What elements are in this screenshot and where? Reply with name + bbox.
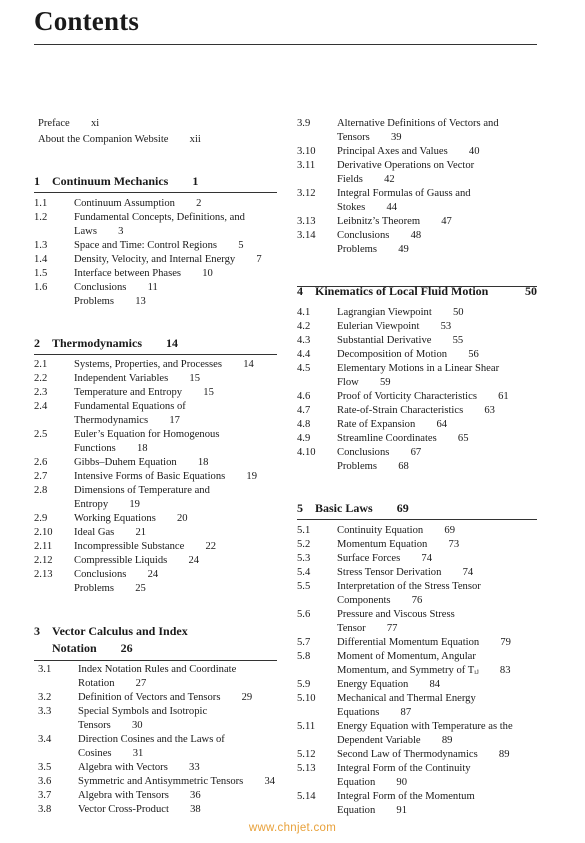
section-number: 5.3: [297, 553, 311, 564]
section-number: 2.10: [34, 527, 53, 538]
section-title-line: Momentum, and Symmetry of Tᵢⱼ 83: [337, 665, 511, 676]
section-title-line: Direction Cosines and the Laws of: [78, 734, 225, 745]
section-title-line: Fundamental Concepts, Definitions, and: [74, 212, 245, 223]
section-number: 2.9: [34, 513, 48, 524]
section-title-line: Conclusions 67: [337, 447, 422, 458]
section-number: 2.3: [34, 387, 48, 398]
section-number: 3.11: [297, 160, 316, 171]
chapter-heading-2[interactable]: 2 Thermodynamics 14: [34, 335, 277, 355]
section-number: 4.2: [297, 321, 311, 332]
section-title-line: Incompressible Substance 22: [74, 541, 217, 552]
section-number: 2.8: [34, 485, 48, 496]
section-number: 4.6: [297, 391, 311, 402]
section-title-line: Stress Tensor Derivation 74: [337, 567, 474, 578]
section-number: 4.8: [297, 419, 311, 430]
section-number: 2.13: [34, 569, 53, 580]
section-number: 5.8: [297, 651, 311, 662]
section-title-line: Substantial Derivative 55: [337, 335, 464, 346]
section-number: 5.11: [297, 721, 316, 732]
section-title-line: Integral Form of the Continuity: [337, 763, 471, 774]
section-number: 3.4: [38, 734, 52, 745]
section-title-line: Entropy 19: [74, 499, 140, 510]
section-number: 4.9: [297, 433, 311, 444]
section-title-line: Interface between Phases 10: [74, 268, 213, 279]
section-title-line: Special Symbols and Isotropic: [78, 706, 208, 717]
section-number: 4.1: [297, 307, 311, 318]
section-number: 5.4: [297, 567, 311, 578]
section-number: 2.1: [34, 359, 48, 370]
chapter-heading-3[interactable]: 3 Vector Calculus and Index Notation 26: [34, 623, 277, 661]
section-title-line: Tensor 77: [337, 623, 398, 634]
section-title-line: Dependent Variable 89: [337, 735, 453, 746]
section-title-line: Equation 91: [337, 805, 408, 816]
section-title-line: Laws 3: [74, 226, 124, 237]
section-title-line: Momentum Equation 73: [337, 539, 460, 550]
section-title-line: Integral Form of the Momentum: [337, 791, 475, 802]
section-title-line: Rate-of-Strain Characteristics 63: [337, 405, 495, 416]
watermark-text: www.chnjet.com: [248, 822, 337, 834]
section-title-line: Decomposition of Motion 56: [337, 349, 479, 360]
section-title-line: Second Law of Thermodynamics 89: [337, 749, 510, 760]
section-title-line: Derivative Operations on Vector: [337, 160, 475, 171]
section-number: 3.10: [297, 146, 316, 157]
section-number: 3.9: [297, 118, 311, 129]
section-title-line: Independent Variables 15: [74, 373, 201, 384]
section-number: 3.14: [297, 230, 316, 241]
section-title-line: Tensors 39: [337, 132, 402, 143]
section-title-line: Pressure and Viscous Stress: [337, 609, 455, 620]
section-title-line: Rotation 27: [78, 678, 147, 689]
section-number: 3.1: [38, 664, 52, 675]
section-title-line: Functions 18: [74, 443, 148, 454]
section-title-line: Leibnitz’s Theorem 47: [337, 216, 452, 227]
section-title-line: Differential Momentum Equation 79: [337, 637, 511, 648]
section-title-line: Definition of Vectors and Tensors 29: [78, 692, 253, 703]
section-title-line: Mechanical and Thermal Energy: [337, 693, 476, 704]
section-title-line: Temperature and Entropy 15: [74, 387, 214, 398]
section-title-line: Conclusions 48: [337, 230, 422, 241]
section-number: 5.14: [297, 791, 316, 802]
section-number: 2.6: [34, 457, 48, 468]
section-title-line: Fundamental Equations of: [74, 401, 186, 412]
section-number: 5.9: [297, 679, 311, 690]
section-title-line: Problems 68: [337, 461, 409, 472]
toc-preface[interactable]: Preface xi: [38, 118, 100, 129]
section-title-line: Algebra with Vectors 33: [78, 762, 200, 773]
section-title-line: Rate of Expansion 64: [337, 419, 448, 430]
section-number: 4.3: [297, 335, 311, 346]
section-number: 3.2: [38, 692, 52, 703]
section-number: 4.5: [297, 363, 311, 374]
section-number: 1.2: [34, 212, 48, 223]
section-number: 5.10: [297, 693, 316, 704]
chapter-heading-1[interactable]: 1 Continuum Mechanics 1: [34, 173, 277, 193]
section-number: 2.5: [34, 429, 48, 440]
section-title-line: Eulerian Viewpoint 53: [337, 321, 452, 332]
section-title-line: Density, Velocity, and Internal Energy 7: [74, 254, 262, 265]
section-number: 2.11: [34, 541, 53, 552]
section-title-line: Elementary Motions in a Linear Shear: [337, 363, 500, 374]
section-title-line: Energy Equation 84: [337, 679, 441, 690]
chapter-heading-5[interactable]: 5 Basic Laws 69: [297, 500, 537, 520]
section-number: 3.3: [38, 706, 52, 717]
section-title-line: Moment of Momentum, Angular: [337, 651, 476, 662]
title-rule: [34, 44, 537, 45]
section-title-line: Surface Forces 74: [337, 553, 433, 564]
section-number: 1.6: [34, 282, 48, 293]
section-number: 5.5: [297, 581, 311, 592]
section-number: 5.2: [297, 539, 311, 550]
section-title-line: Problems 13: [74, 296, 146, 307]
section-title-line: Vector Cross-Product 38: [78, 804, 201, 815]
toc-companion-website[interactable]: About the Companion Website xii: [38, 134, 201, 145]
section-title-line: Gibbs–Duhem Equation 18: [74, 457, 209, 468]
section-title-line: Streamline Coordinates 65: [337, 433, 469, 444]
section-title-line: Integral Formulas of Gauss and: [337, 188, 471, 199]
section-title-line: Conclusions 24: [74, 569, 159, 580]
section-number: 2.4: [34, 401, 48, 412]
section-number: 3.13: [297, 216, 316, 227]
section-title-line: Equations 87: [337, 707, 412, 718]
section-number: 1.1: [34, 198, 48, 209]
section-title-line: Thermodynamics 17: [74, 415, 180, 426]
section-number: 4.7: [297, 405, 311, 416]
section-number: 1.4: [34, 254, 48, 265]
section-number: 5.13: [297, 763, 316, 774]
section-title-line: Problems 25: [74, 583, 146, 594]
section-title-line: Equation 90: [337, 777, 408, 788]
section-title-line: Energy Equation with Temperature as the: [337, 721, 513, 732]
section-title-line: Dimensions of Temperature and: [74, 485, 210, 496]
section-number: 1.5: [34, 268, 48, 279]
section-title-line: Space and Time: Control Regions 5: [74, 240, 244, 251]
section-title-line: Euler’s Equation for Homogenous: [74, 429, 220, 440]
section-title-line: Problems 49: [337, 244, 409, 255]
chapter-heading-4[interactable]: 4 Kinematics of Local Fluid Motion 50: [297, 284, 537, 298]
section-title-line: Systems, Properties, and Processes 14: [74, 359, 254, 370]
section-title-line: Index Notation Rules and Coordinate: [78, 664, 237, 675]
section-title-line: Cosines 31: [78, 748, 144, 759]
section-number: 1.3: [34, 240, 48, 251]
section-title-line: Components 76: [337, 595, 423, 606]
section-number: 4.10: [297, 447, 316, 458]
section-number: 5.1: [297, 525, 311, 536]
section-title-line: Tensors 30: [78, 720, 143, 731]
section-number: 5.7: [297, 637, 311, 648]
section-title-line: Compressible Liquids 24: [74, 555, 200, 566]
section-title-line: Interpretation of the Stress Tensor: [337, 581, 481, 592]
section-number: 3.6: [38, 776, 52, 787]
section-title-line: Fields 42: [337, 174, 395, 185]
section-number: 5.12: [297, 749, 316, 760]
section-title-line: Working Equations 20: [74, 513, 188, 524]
section-number: 3.8: [38, 804, 52, 815]
section-title-line: Flow 59: [337, 377, 391, 388]
section-number: 2.2: [34, 373, 48, 384]
section-title-line: Principal Axes and Values 40: [337, 146, 480, 157]
section-title-line: Conclusions 11: [74, 282, 158, 293]
section-title-line: Continuum Assumption 2: [74, 198, 202, 209]
section-title-line: Alternative Definitions of Vectors and: [337, 118, 499, 129]
section-title-line: Lagrangian Viewpoint 50: [337, 307, 464, 318]
section-title-line: Symmetric and Antisymmetric Tensors 34: [78, 776, 276, 787]
section-number: 2.7: [34, 471, 48, 482]
page-title: Contents: [34, 6, 140, 36]
section-number: 3.12: [297, 188, 316, 199]
section-title-line: Algebra with Tensors 36: [78, 790, 201, 801]
section-title-line: Proof of Vorticity Characteristics 61: [337, 391, 509, 402]
section-title-line: Ideal Gas 21: [74, 527, 147, 538]
section-title-line: Continuity Equation 69: [337, 525, 456, 536]
section-number: 3.5: [38, 762, 52, 773]
section-number: 3.7: [38, 790, 52, 801]
section-number: 5.6: [297, 609, 311, 620]
section-title-line: Stokes 44: [337, 202, 398, 213]
section-number: 4.4: [297, 349, 311, 360]
section-number: 2.12: [34, 555, 53, 566]
section-title-line: Intensive Forms of Basic Equations 19: [74, 471, 258, 482]
